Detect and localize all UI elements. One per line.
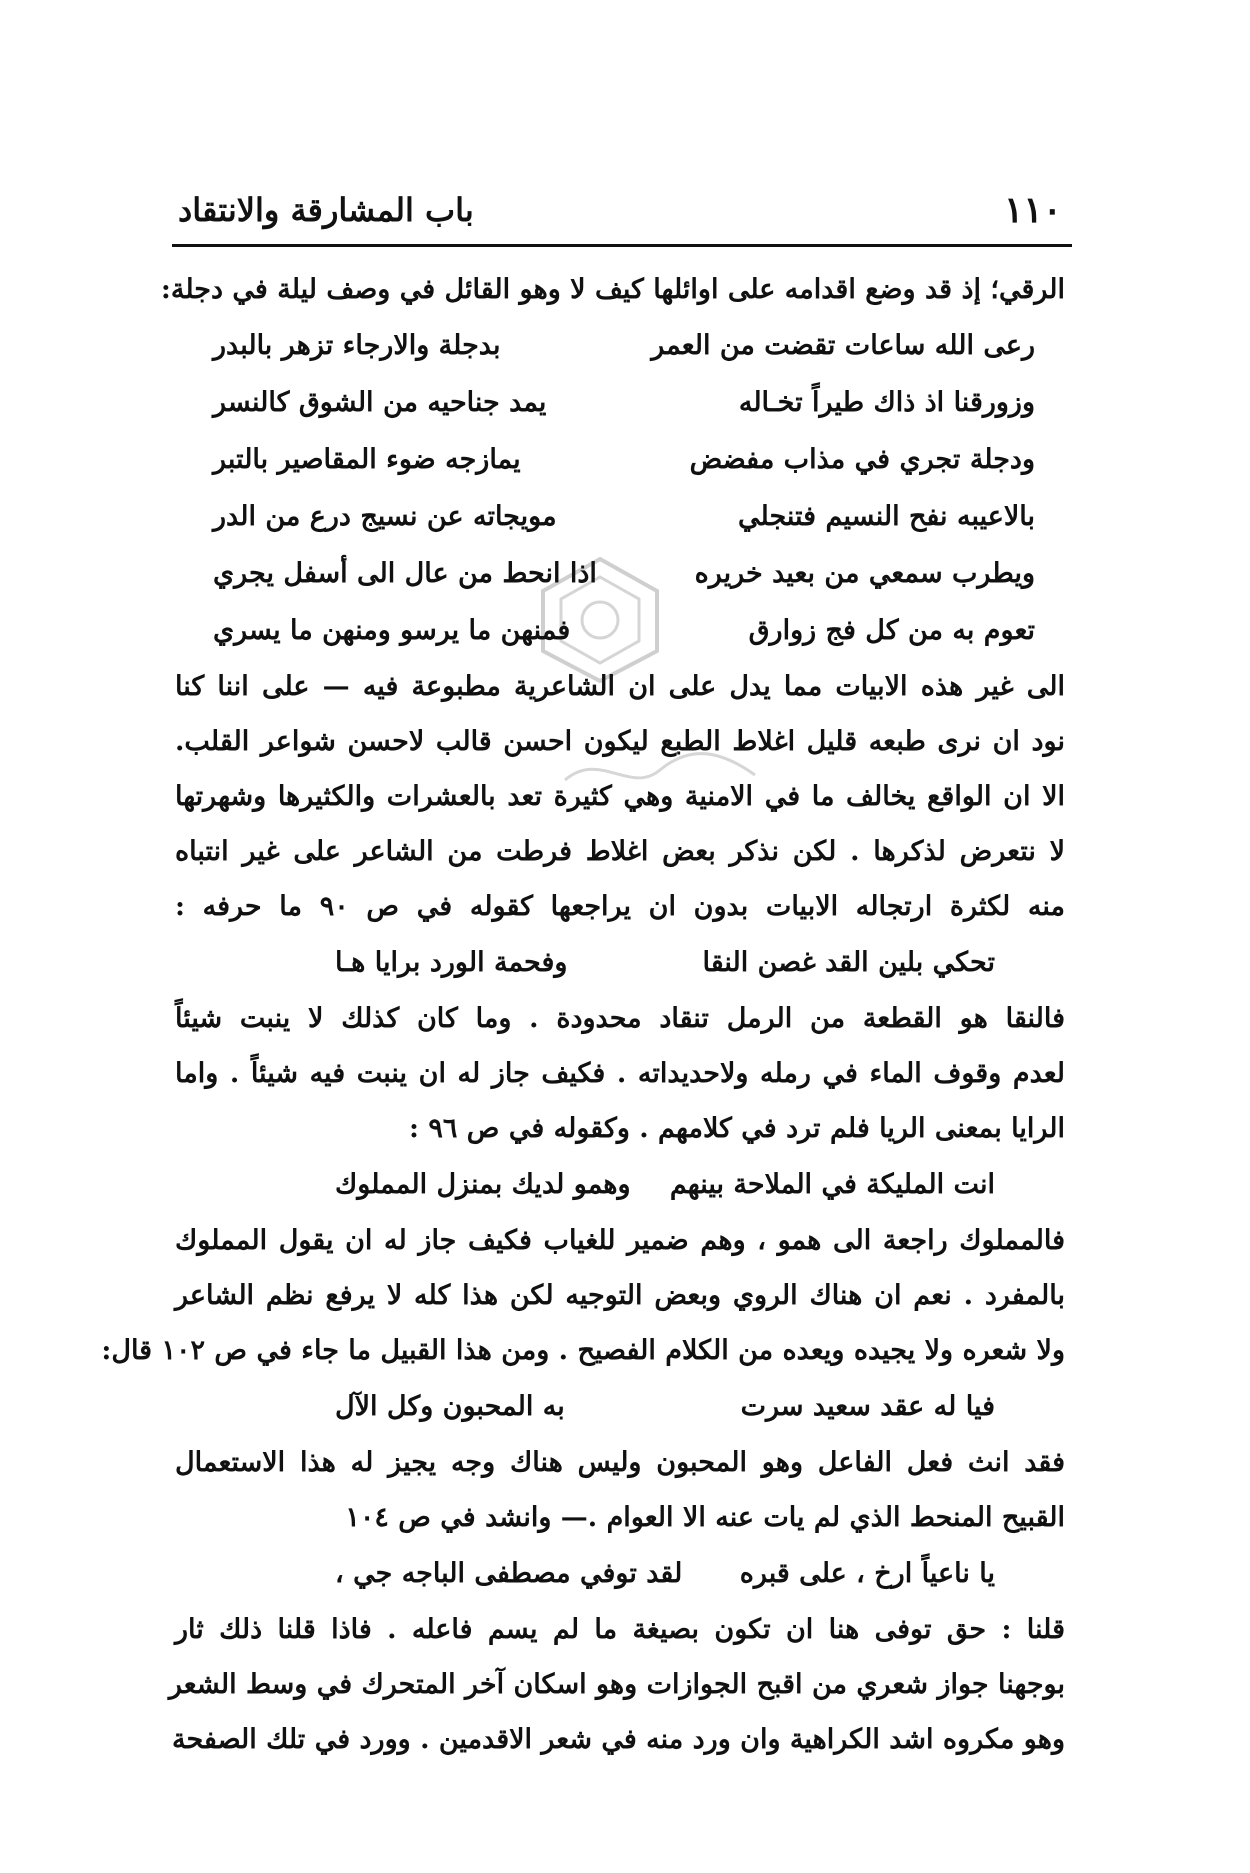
quoted-verse-1 bbox=[175, 934, 1065, 991]
hemistich-right: انت المليكة في الملاحة بينهم bbox=[669, 1169, 995, 1200]
paragraph-1 bbox=[175, 659, 1065, 934]
text-line: نود ان نرى طبعه قليل اغلاط الطبع ليكون احسن قالب لاحسن شواعر القلب. bbox=[175, 726, 1065, 757]
text-line: الرايا بمعنى الريا فلم ترد في كلامهم . وكقوله في ص ٩٦ : bbox=[409, 1113, 1065, 1144]
poem-verse bbox=[175, 374, 1065, 431]
poem-verse bbox=[175, 317, 1065, 374]
hemistich-left: وفحمة الورد برايا هـا bbox=[335, 947, 568, 978]
poem-verse bbox=[175, 488, 1065, 545]
text-line: منه لكثرة ارتجاله الابيات بدون ان يراجعها كقوله في ص ٩٠ ما حرفه : bbox=[175, 891, 1065, 922]
page-body bbox=[101, 262, 1065, 1767]
quoted-verse-4 bbox=[175, 1545, 1065, 1602]
text-line: ولا شعره ولا يجيده ويعده من الكلام الفصيح . ومن هذا القبيل ما جاء في ص ١٠٢ قال: bbox=[101, 1335, 1065, 1366]
poem-verse bbox=[175, 602, 1065, 659]
opening-line: الرقي؛ إذ قد وضع اقدامه على اوائلها كيف لا وهو القائل في وصف ليلة في دجلة: bbox=[160, 274, 1065, 305]
text-line: بوجهنا جواز شعري من اقبح الجوازات وهو اسكان آخر المتحرك في وسط الشعر bbox=[168, 1669, 1065, 1700]
hemistich-left: اذا انحط من عال الى أسفل يجري bbox=[213, 558, 597, 589]
paragraph-4 bbox=[175, 1435, 1065, 1545]
poem-verse bbox=[175, 545, 1065, 602]
hemistich-right: فيا له عقد سعيد سرت bbox=[740, 1391, 995, 1422]
hemistich-left: بدجلة والارجاء تزهر بالبدر bbox=[213, 330, 501, 361]
text-line: قلنا : حق توفى هنا ان تكون بصيغة ما لم يسم فاعله . فاذا قلنا ذلك ثار bbox=[175, 1614, 1065, 1645]
quoted-verse-3 bbox=[175, 1378, 1065, 1435]
poem-verse bbox=[175, 431, 1065, 488]
hemistich-right: يا ناعياً ارخ ، على قبره bbox=[739, 1558, 995, 1589]
hemistich-left: فمنهن ما يرسو ومنهن ما يسري bbox=[213, 615, 571, 646]
hemistich-right: ويطرب سمعي من بعيد خريره bbox=[694, 558, 1035, 589]
text-line: وهو مكروه اشد الكراهية وان ورد منه في شعر الاقدمين . وورد في تلك الصفحة bbox=[172, 1724, 1065, 1755]
text-line: لا نتعرض لذكرها . لكن نذكر بعض اغلاط فرطت من الشاعر على غير انتباه bbox=[175, 836, 1065, 867]
paragraph-5 bbox=[168, 1602, 1065, 1767]
hemistich-right: تعوم به من كل فج زوارق bbox=[748, 615, 1035, 646]
hemistich-right: رعى الله ساعات تقضت من العمر bbox=[651, 330, 1035, 361]
text-line: فقد انث فعل الفاعل وهو المحبون وليس هناك وجه يجيز له هذا الاستعمال bbox=[175, 1447, 1065, 1478]
paragraph-3 bbox=[101, 1213, 1065, 1378]
hemistich-left: مويجاته عن نسيج درع من الدر bbox=[213, 501, 557, 532]
text-line: الى غير هذه الابيات مما يدل على ان الشاعرية مطبوعة فيه — على اننا كنا bbox=[175, 671, 1065, 702]
quoted-verse-2 bbox=[175, 1156, 1065, 1213]
text-line: القبيح المنحط الذي لم يات عنه الا العوام .— وانشد في ص ١٠٤ bbox=[345, 1502, 1065, 1533]
hemistich-left: يمازجه ضوء المقاصير بالتبر bbox=[213, 444, 521, 475]
text-line: فالمملوك راجعة الى همو ، وهم ضمير للغياب فكيف جاز له ان يقول المملوك bbox=[175, 1225, 1065, 1256]
hemistich-right: ودجلة تجري في مذاب مفضض bbox=[689, 444, 1035, 475]
running-title: باب المشارقة والانتقاد bbox=[178, 191, 474, 229]
page-header bbox=[178, 180, 1062, 240]
page-number: ١١٠ bbox=[1003, 189, 1062, 231]
text-line: فالنقا هو القطعة من الرمل تنقاد محدودة . وما كان كذلك لا ينبت شيئاً bbox=[175, 1003, 1065, 1034]
poem bbox=[175, 317, 1065, 659]
hemistich-right: تحكي بلين القد غصن النقا bbox=[702, 947, 995, 978]
text-line: لعدم وقوف الماء في رمله ولاحديداته . فكيف جاز له ان ينبت فيه شيئاً . واما bbox=[175, 1058, 1065, 1089]
hemistich-left: به المحبون وكل الآل bbox=[335, 1391, 565, 1422]
hemistich-left: يمد جناحيه من الشوق كالنسر bbox=[213, 387, 547, 418]
hemistich-left: لقد توفي مصطفى الباجه جي ، bbox=[335, 1558, 683, 1589]
hemistich-right: بالاعيبه نفح النسيم فتنجلي bbox=[738, 501, 1035, 532]
hemistich-right: وزورقنا اذ ذاك طيراً تخـاله bbox=[738, 387, 1035, 418]
hemistich-left: وهمو لديك بمنزل المملوك bbox=[335, 1169, 631, 1200]
text-line: بالمفرد . نعم ان هناك الروي وبعض التوجيه لكن هذا كله لا يرفع نظم الشاعر bbox=[175, 1280, 1065, 1311]
text-line: الا ان الواقع يخالف ما في الامنية وهي كثيرة تعد بالعشرات والكثيرها وشهرتها bbox=[175, 781, 1065, 812]
paragraph-2 bbox=[175, 991, 1065, 1156]
header-rule bbox=[172, 244, 1072, 247]
